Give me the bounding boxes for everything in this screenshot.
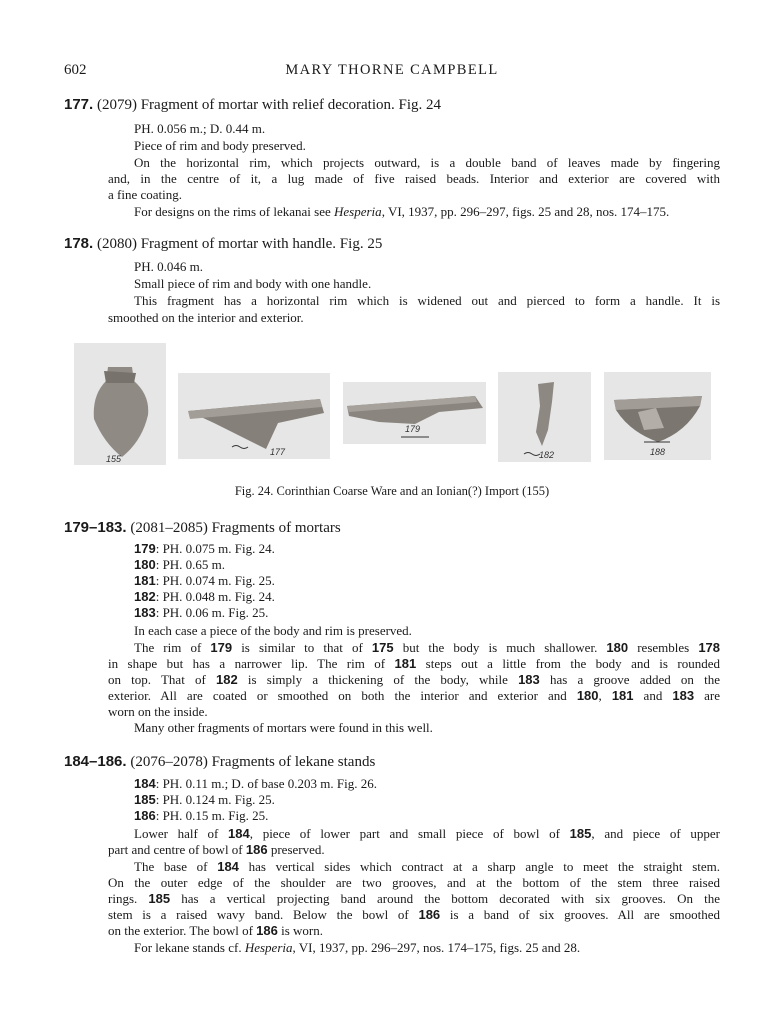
photo-label-179: 179 [405, 424, 421, 434]
vessel-155-shape [74, 343, 166, 465]
entry-178-measurements: PH. 0.046 m. [134, 259, 203, 274]
entry-179-183-desc-5: worn on the inside. [108, 704, 208, 719]
entry-177-measurements: PH. 0.056 m.; D. 0.44 m. [134, 121, 266, 136]
running-head-author: MARY THORNE CAMPBELL [285, 62, 499, 78]
entry-184-186-desc-4: On the outer edge of the shoulder are two grooves, and at the bottom of the stem three raised [108, 875, 720, 890]
entry-179-183-desc-2: in shape but has a narrower lip. The rim of 181 steps out a little from the body and is rounded [108, 656, 720, 671]
entry-180-item: 180: PH. 0.65 m. [134, 557, 226, 572]
entry-184-186-desc-7: on the exterior. The bowl of 186 is worn. [108, 923, 323, 938]
entry-181-item: 181: PH. 0.074 m. Fig. 25. [134, 573, 275, 588]
entry-178-desc-1: This fragment has a horizontal rim which is widened out and pierced to form a handle. It is [134, 293, 720, 308]
entry-186-item: 186: PH. 0.15 m. Fig. 25. [134, 808, 269, 823]
page-number: 602 [64, 62, 87, 78]
entry-178-note: Small piece of rim and body with one handle. [134, 276, 372, 291]
entry-179-183-desc-6: Many other fragments of mortars were found in this well. [134, 720, 433, 735]
photo-177 [178, 373, 330, 459]
entry-179-183-desc-4: exterior. All are coated or smoothed on both the interior and exterior and 180, 181 and 183 are [108, 688, 720, 703]
entry-184-186-heading: 184–186. (2076–2078) Fragments of lekane stands [64, 753, 376, 770]
entry-177-desc-1: On the horizontal rim, which projects outward, is a double band of leaves made by fingering [134, 155, 720, 170]
entry-177-desc-2: and, in the centre of it, a lug made of five raised beads. Interior and exterior are covered with [108, 171, 720, 186]
photo-label-182: 182 [539, 450, 555, 460]
entry-179-183-note: In each case a piece of the body and rim is preserved. [134, 623, 412, 638]
entry-178-heading: 178. (2080) Fragment of mortar with handle. Fig. 25 [64, 235, 383, 252]
photo-label-177: 177 [270, 447, 286, 457]
entry-182-item: 182: PH. 0.048 m. Fig. 24. [134, 589, 275, 604]
entry-177-reference: For designs on the rims of lekanai see Hesperia, VI, 1937, pp. 296–297, figs. 25 and 28, nos. 174–175. [134, 204, 670, 219]
photo-155 [74, 343, 166, 465]
figure-24-caption: Fig. 24. Corinthian Coarse Ware and an Ionian(?) Import (155) [234, 484, 550, 498]
entry-183-item: 183: PH. 0.06 m. Fig. 25. [134, 605, 269, 620]
entry-177-desc-3: a fine coating. [108, 187, 182, 202]
entry-184-186-desc-1: Lower half of 184, piece of lower part and small piece of bowl of 185, and piece of upper [134, 826, 721, 841]
entry-184-186-desc-6: stem is a raised wavy band. Below the bowl of 186 is a band of six grooves. All are smoothed [108, 907, 720, 922]
photo-188 [604, 372, 711, 460]
entry-179-183-desc-1: The rim of 179 is similar to that of 175 but the body is much shallower. 180 resembles 178 [134, 640, 721, 655]
entry-178-desc-2: smoothed on the interior and exterior. [108, 310, 304, 325]
photo-label-188: 188 [650, 447, 666, 457]
photo-label-155: 155 [106, 454, 122, 464]
photo-179 [343, 382, 486, 444]
fragment-182-shape [498, 372, 591, 462]
entry-179-183-desc-3: on top. That of 182 is simply a thickening of the body, while 183 has a groove added on the [108, 672, 720, 687]
entry-184-186-reference: For lekane stands cf. Hesperia, VI, 1937, pp. 296–297, nos. 174–175, figs. 25 and 28. [134, 940, 581, 955]
entry-179-183-heading: 179–183. (2081–2085) Fragments of mortars [64, 519, 341, 536]
fragment-177-shape [178, 373, 330, 459]
entry-179-item: 179: PH. 0.075 m. Fig. 24. [134, 541, 275, 556]
entry-184-186-desc-5: rings. 185 has a vertical projecting band around the bottom decorated with six grooves. On the [108, 891, 720, 906]
entry-185-item: 185: PH. 0.124 m. Fig. 25. [134, 792, 275, 807]
entry-184-186-desc-2: part and centre of bowl of 186 preserved. [108, 842, 325, 857]
entry-177-note: Piece of rim and body preserved. [134, 138, 306, 153]
photo-182 [498, 372, 591, 462]
entry-177-heading: 177. (2079) Fragment of mortar with relief decoration. Fig. 24 [64, 96, 442, 113]
entry-184-item: 184: PH. 0.11 m.; D. of base 0.203 m. Fig. 26. [134, 776, 377, 791]
entry-184-186-desc-3: The base of 184 has vertical sides which contract at a sharp angle to meet the straight stem. [134, 859, 721, 874]
fragment-179-shape [343, 382, 486, 444]
